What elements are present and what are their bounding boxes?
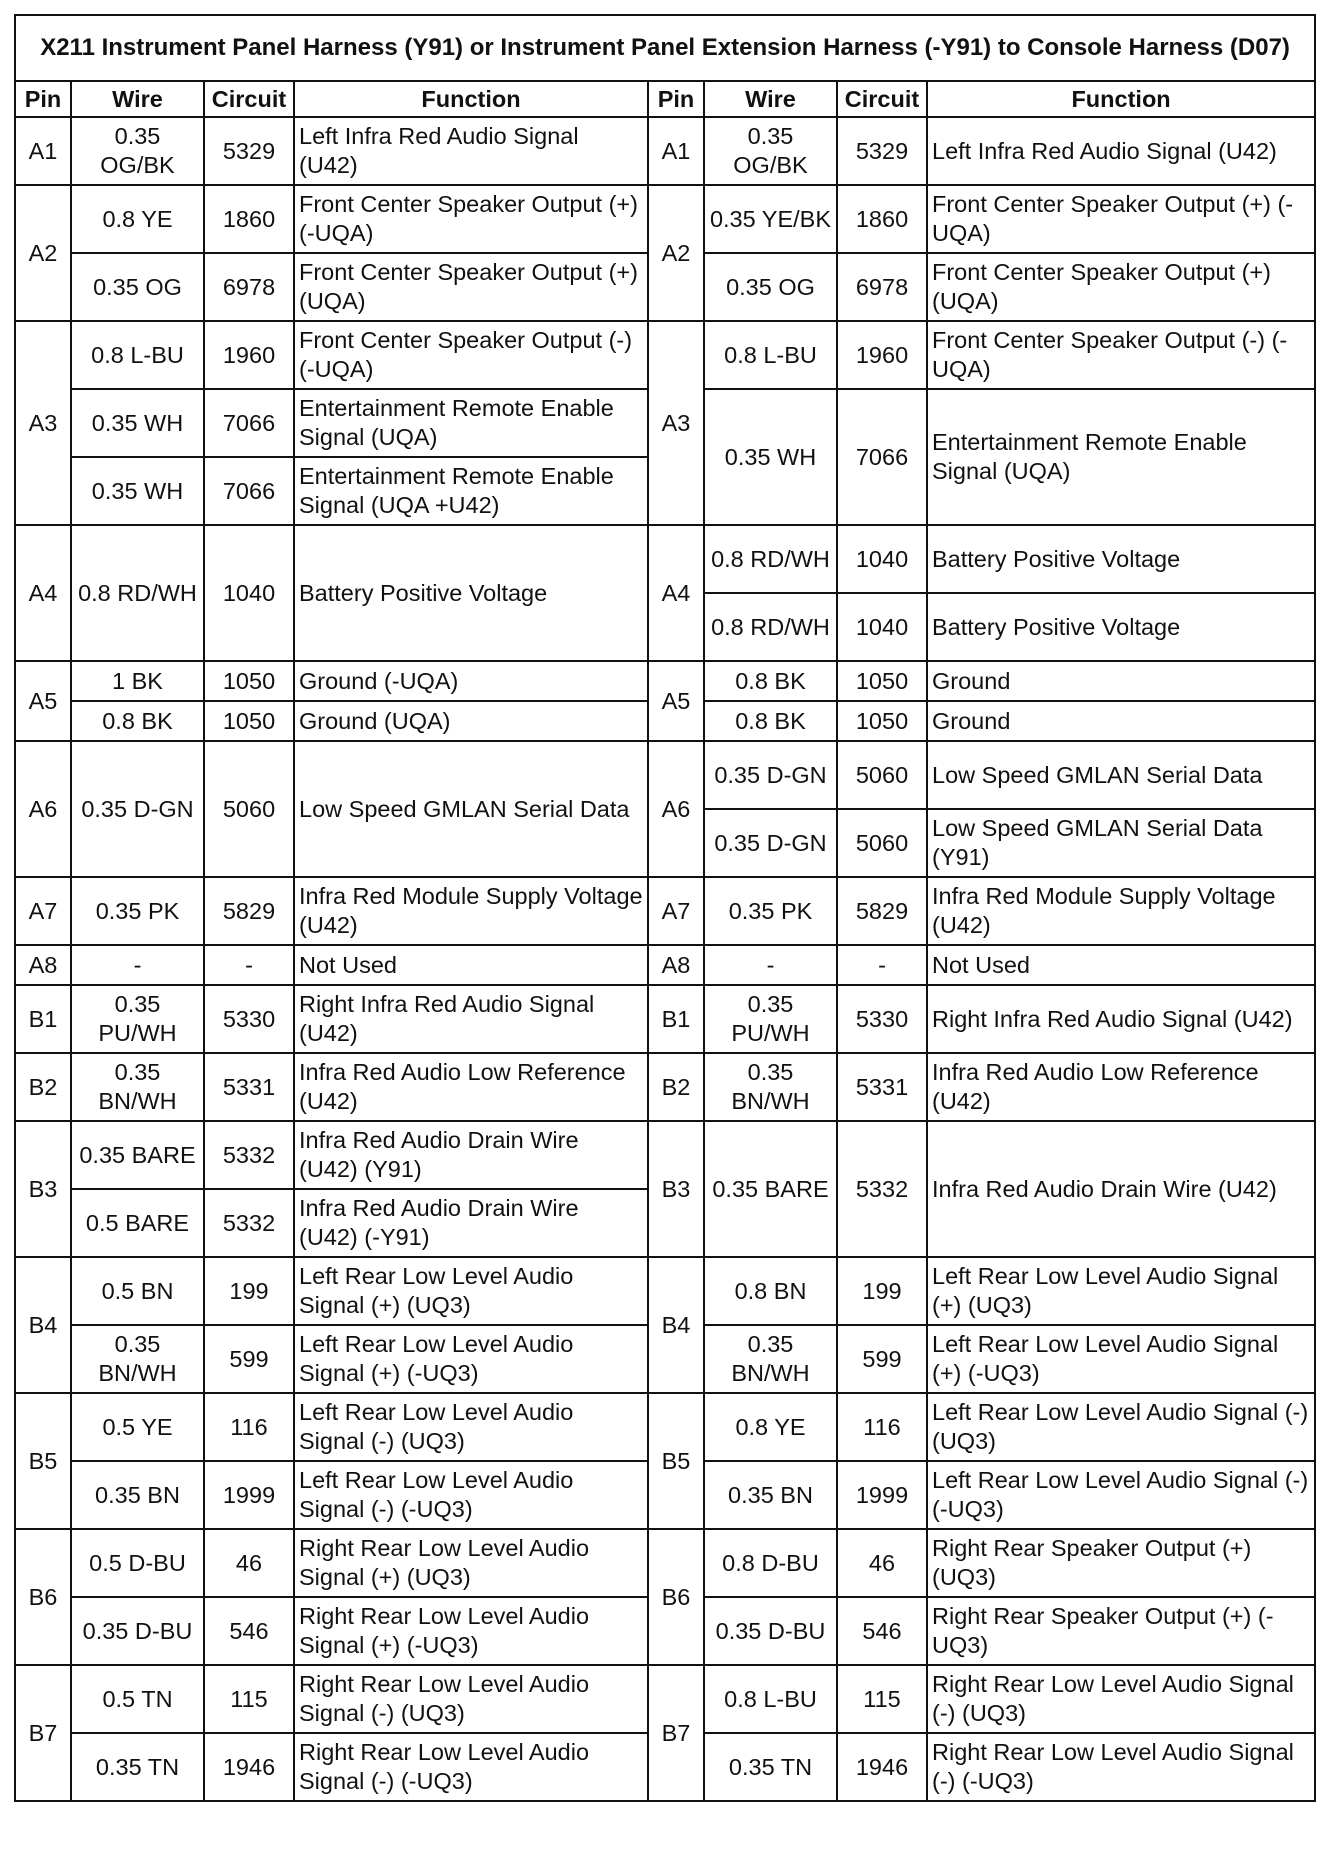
wire-cell: 0.8 L-BU [71, 321, 204, 389]
circuit-cell: 1050 [204, 701, 294, 741]
table-title: X211 Instrument Panel Harness (Y91) or Instrument Panel Extension Harness (-Y91) to Console Harness (D07) [15, 15, 1315, 81]
circuit-cell: 1050 [204, 661, 294, 701]
wire-cell: 0.35 PU/WH [704, 985, 837, 1053]
table-row [15, 741, 1315, 809]
wire-cell: 0.8 YE [704, 1393, 837, 1461]
wire-cell: 0.35 PK [71, 877, 204, 945]
function-cell: Front Center Speaker Output (-) (-UQA) [927, 321, 1315, 389]
function-cell: Battery Positive Voltage [927, 593, 1315, 661]
circuit-cell: 7066 [204, 389, 294, 457]
pin-cell: B1 [648, 985, 704, 1053]
function-cell: Battery Positive Voltage [927, 525, 1315, 593]
circuit-cell: 599 [837, 1325, 927, 1393]
pin-cell: A4 [15, 525, 71, 661]
circuit-cell: 5329 [837, 117, 927, 185]
pin-cell: A5 [648, 661, 704, 741]
wire-cell: 0.35 PK [704, 877, 837, 945]
wire-cell: - [71, 945, 204, 985]
wire-cell: 0.5 BARE [71, 1189, 204, 1257]
circuit-cell: 1050 [837, 701, 927, 741]
wire-cell: 0.8 D-BU [704, 1529, 837, 1597]
pin-cell: A7 [648, 877, 704, 945]
function-cell: Right Infra Red Audio Signal (U42) [927, 985, 1315, 1053]
pin-cell: A8 [15, 945, 71, 985]
header-pin-left: Pin [15, 81, 71, 117]
function-cell: Low Speed GMLAN Serial Data [927, 741, 1315, 809]
pin-cell: B6 [648, 1529, 704, 1665]
circuit-cell: 6978 [837, 253, 927, 321]
function-cell: Right Rear Low Level Audio Signal (-) (UQ3) [294, 1665, 648, 1733]
circuit-cell: 116 [837, 1393, 927, 1461]
wire-cell: 0.35 BN [704, 1461, 837, 1529]
circuit-cell: 115 [837, 1665, 927, 1733]
table-row [15, 945, 1315, 985]
circuit-cell: 7066 [837, 389, 927, 525]
circuit-cell: 7066 [204, 457, 294, 525]
function-cell: Not Used [927, 945, 1315, 985]
function-cell: Right Rear Low Level Audio Signal (+) (-UQ3) [294, 1597, 648, 1665]
header-function-right: Function [927, 81, 1315, 117]
function-cell: Ground [927, 661, 1315, 701]
function-cell: Ground (-UQA) [294, 661, 648, 701]
table-row [15, 1121, 1315, 1189]
wire-cell: 0.35 OG [71, 253, 204, 321]
function-cell: Infra Red Audio Drain Wire (U42) (-Y91) [294, 1189, 648, 1257]
function-cell: Left Rear Low Level Audio Signal (-) (UQ3) [294, 1393, 648, 1461]
pin-cell: A7 [15, 877, 71, 945]
function-cell: Left Rear Low Level Audio Signal (+) (UQ3) [927, 1257, 1315, 1325]
wire-cell: 0.35 BN/WH [71, 1053, 204, 1121]
table-row [15, 321, 1315, 389]
header-wire-left: Wire [71, 81, 204, 117]
function-cell: Ground [927, 701, 1315, 741]
pin-cell: B4 [648, 1257, 704, 1393]
function-cell: Right Infra Red Audio Signal (U42) [294, 985, 648, 1053]
function-cell: Right Rear Low Level Audio Signal (-) (UQ3) [927, 1665, 1315, 1733]
circuit-cell: 1946 [837, 1733, 927, 1801]
document-page [14, 14, 1314, 1802]
circuit-cell: 115 [204, 1665, 294, 1733]
pin-cell: B1 [15, 985, 71, 1053]
pin-cell: A5 [15, 661, 71, 741]
circuit-cell: 5332 [837, 1121, 927, 1257]
pin-cell: A3 [648, 321, 704, 525]
circuit-cell: 46 [837, 1529, 927, 1597]
table-row [15, 525, 1315, 593]
function-cell: Not Used [294, 945, 648, 985]
wire-cell: 0.5 TN [71, 1665, 204, 1733]
wire-cell: 0.8 RD/WH [704, 525, 837, 593]
circuit-cell: 5332 [204, 1121, 294, 1189]
circuit-cell: 1860 [837, 185, 927, 253]
wire-cell: 0.35 D-BU [704, 1597, 837, 1665]
wire-cell: 0.35 BARE [704, 1121, 837, 1257]
function-cell: Infra Red Audio Low Reference (U42) [927, 1053, 1315, 1121]
pin-cell: A3 [15, 321, 71, 525]
pin-cell: A6 [15, 741, 71, 877]
circuit-cell: 5829 [837, 877, 927, 945]
circuit-cell: 199 [837, 1257, 927, 1325]
pin-cell: A8 [648, 945, 704, 985]
function-cell: Left Rear Low Level Audio Signal (+) (-UQ3) [927, 1325, 1315, 1393]
pin-cell: B2 [15, 1053, 71, 1121]
table-row [15, 185, 1315, 253]
table-row [15, 877, 1315, 945]
circuit-cell: 1040 [204, 525, 294, 661]
wire-cell: 0.35 OG/BK [704, 117, 837, 185]
function-cell: Front Center Speaker Output (+) (UQA) [927, 253, 1315, 321]
table-row [15, 1529, 1315, 1597]
wire-cell: 0.35 BN/WH [71, 1325, 204, 1393]
circuit-cell: 1040 [837, 525, 927, 593]
circuit-cell: 5060 [837, 741, 927, 809]
wire-cell: 0.35 PU/WH [71, 985, 204, 1053]
pin-cell: B6 [15, 1529, 71, 1665]
wire-cell: 0.8 L-BU [704, 1665, 837, 1733]
circuit-cell: 5060 [204, 741, 294, 877]
circuit-cell: 1999 [837, 1461, 927, 1529]
pin-cell: B5 [648, 1393, 704, 1529]
wire-cell: 0.35 D-GN [71, 741, 204, 877]
pin-cell: B3 [15, 1121, 71, 1257]
circuit-cell: 1946 [204, 1733, 294, 1801]
wire-cell: 0.5 D-BU [71, 1529, 204, 1597]
circuit-cell: 5332 [204, 1189, 294, 1257]
wire-cell: 0.8 RD/WH [704, 593, 837, 661]
circuit-cell: 199 [204, 1257, 294, 1325]
function-cell: Infra Red Module Supply Voltage (U42) [927, 877, 1315, 945]
pin-cell: B4 [15, 1257, 71, 1393]
circuit-cell: 5829 [204, 877, 294, 945]
table-row [15, 1393, 1315, 1461]
header-pin-right: Pin [648, 81, 704, 117]
wire-cell: 0.35 OG/BK [71, 117, 204, 185]
wire-cell: 0.35 WH [704, 389, 837, 525]
circuit-cell: 5330 [204, 985, 294, 1053]
pin-cell: A2 [648, 185, 704, 321]
function-cell: Front Center Speaker Output (+) (-UQA) [294, 185, 648, 253]
pinout-table [14, 14, 1316, 1802]
function-cell: Front Center Speaker Output (-) (-UQA) [294, 321, 648, 389]
circuit-cell: 5329 [204, 117, 294, 185]
function-cell: Right Rear Low Level Audio Signal (-) (-UQ3) [927, 1733, 1315, 1801]
circuit-cell: 5060 [837, 809, 927, 877]
function-cell: Left Rear Low Level Audio Signal (+) (UQ3) [294, 1257, 648, 1325]
table-row [15, 1257, 1315, 1325]
circuit-cell: 546 [837, 1597, 927, 1665]
pin-cell: A1 [15, 117, 71, 185]
wire-cell: 0.8 BK [704, 701, 837, 741]
wire-cell: 0.8 RD/WH [71, 525, 204, 661]
wire-cell: 0.35 D-BU [71, 1597, 204, 1665]
circuit-cell: 1040 [837, 593, 927, 661]
wire-cell: 0.35 BARE [71, 1121, 204, 1189]
wire-cell: 0.5 YE [71, 1393, 204, 1461]
pin-cell: B7 [648, 1665, 704, 1801]
header-circuit-right: Circuit [837, 81, 927, 117]
table-row [15, 661, 1315, 701]
pin-cell: B5 [15, 1393, 71, 1529]
wire-cell: 0.35 D-GN [704, 809, 837, 877]
circuit-cell: 6978 [204, 253, 294, 321]
circuit-cell: - [837, 945, 927, 985]
function-cell: Right Rear Speaker Output (+) (-UQ3) [927, 1597, 1315, 1665]
circuit-cell: 1999 [204, 1461, 294, 1529]
function-cell: Left Rear Low Level Audio Signal (-) (UQ3) [927, 1393, 1315, 1461]
function-cell: Left Rear Low Level Audio Signal (-) (-UQ3) [927, 1461, 1315, 1529]
wire-cell: - [704, 945, 837, 985]
circuit-cell: 5330 [837, 985, 927, 1053]
wire-cell: 0.8 BK [71, 701, 204, 741]
pin-cell: A4 [648, 525, 704, 661]
circuit-cell: 1960 [837, 321, 927, 389]
wire-cell: 0.35 D-GN [704, 741, 837, 809]
wire-cell: 0.35 TN [71, 1733, 204, 1801]
function-cell: Infra Red Audio Drain Wire (U42) [927, 1121, 1315, 1257]
circuit-cell: - [204, 945, 294, 985]
circuit-cell: 46 [204, 1529, 294, 1597]
wire-cell: 0.35 BN/WH [704, 1053, 837, 1121]
function-cell: Left Infra Red Audio Signal (U42) [927, 117, 1315, 185]
pin-cell: B2 [648, 1053, 704, 1121]
wire-cell: 0.8 L-BU [704, 321, 837, 389]
wire-cell: 0.35 BN/WH [704, 1325, 837, 1393]
circuit-cell: 599 [204, 1325, 294, 1393]
function-cell: Infra Red Audio Drain Wire (U42) (Y91) [294, 1121, 648, 1189]
pin-cell: B7 [15, 1665, 71, 1801]
wire-cell: 0.8 BN [704, 1257, 837, 1325]
function-cell: Low Speed GMLAN Serial Data (Y91) [927, 809, 1315, 877]
function-cell: Front Center Speaker Output (+) (UQA) [294, 253, 648, 321]
header-wire-right: Wire [704, 81, 837, 117]
wire-cell: 0.35 YE/BK [704, 185, 837, 253]
function-cell: Front Center Speaker Output (+) (-UQA) [927, 185, 1315, 253]
function-cell: Left Rear Low Level Audio Signal (+) (-UQ3) [294, 1325, 648, 1393]
wire-cell: 1 BK [71, 661, 204, 701]
wire-cell: 0.35 WH [71, 457, 204, 525]
circuit-cell: 5331 [837, 1053, 927, 1121]
wire-cell: 0.5 BN [71, 1257, 204, 1325]
function-cell: Left Rear Low Level Audio Signal (-) (-UQ3) [294, 1461, 648, 1529]
function-cell: Right Rear Low Level Audio Signal (-) (-UQ3) [294, 1733, 648, 1801]
function-cell: Ground (UQA) [294, 701, 648, 741]
wire-cell: 0.35 TN [704, 1733, 837, 1801]
function-cell: Infra Red Audio Low Reference (U42) [294, 1053, 648, 1121]
function-cell: Right Rear Low Level Audio Signal (+) (UQ3) [294, 1529, 648, 1597]
table-row [15, 1665, 1315, 1733]
circuit-cell: 546 [204, 1597, 294, 1665]
function-cell: Right Rear Speaker Output (+) (UQ3) [927, 1529, 1315, 1597]
header-function-left: Function [294, 81, 648, 117]
wire-cell: 0.8 YE [71, 185, 204, 253]
pin-cell: A2 [15, 185, 71, 321]
pin-cell: A6 [648, 741, 704, 877]
function-cell: Low Speed GMLAN Serial Data [294, 741, 648, 877]
circuit-cell: 5331 [204, 1053, 294, 1121]
pin-cell: A1 [648, 117, 704, 185]
table-row [15, 117, 1315, 185]
table-row [15, 985, 1315, 1053]
pin-cell: B3 [648, 1121, 704, 1257]
circuit-cell: 1050 [837, 661, 927, 701]
circuit-cell: 116 [204, 1393, 294, 1461]
function-cell: Entertainment Remote Enable Signal (UQA) [927, 389, 1315, 525]
function-cell: Infra Red Module Supply Voltage (U42) [294, 877, 648, 945]
circuit-cell: 1860 [204, 185, 294, 253]
wire-cell: 0.35 WH [71, 389, 204, 457]
function-cell: Entertainment Remote Enable Signal (UQA +U42) [294, 457, 648, 525]
table-row [15, 1053, 1315, 1121]
circuit-cell: 1960 [204, 321, 294, 389]
wire-cell: 0.35 OG [704, 253, 837, 321]
function-cell: Battery Positive Voltage [294, 525, 648, 661]
function-cell: Left Infra Red Audio Signal (U42) [294, 117, 648, 185]
wire-cell: 0.35 BN [71, 1461, 204, 1529]
function-cell: Entertainment Remote Enable Signal (UQA) [294, 389, 648, 457]
header-circuit-left: Circuit [204, 81, 294, 117]
wire-cell: 0.8 BK [704, 661, 837, 701]
